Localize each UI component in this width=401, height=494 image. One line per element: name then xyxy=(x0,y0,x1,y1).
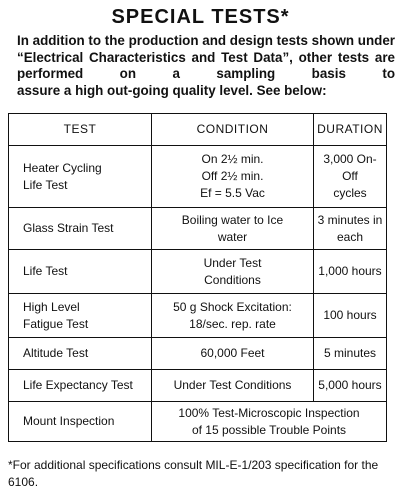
table-header-row xyxy=(9,114,387,146)
table-row xyxy=(9,370,387,402)
cell-test xyxy=(9,294,152,338)
cell-test xyxy=(9,250,152,294)
condition-line: 50 g Shock Excitation: xyxy=(173,299,292,314)
duration-line: 5,000 hours xyxy=(318,378,382,392)
condition-line: water xyxy=(217,229,248,244)
cell-condition xyxy=(152,338,314,370)
cell-condition xyxy=(152,402,387,442)
intro-paragraph: In addition to the production and design tests shown under “Electrical Characteristics and Test Data”, other tests are performed on a sampling basis to xyxy=(17,33,395,81)
table-row xyxy=(9,294,387,338)
duration-line: 3,000 On-Off xyxy=(323,152,377,183)
column-header-condition: CONDITION xyxy=(152,114,314,146)
condition-line: 60,000 Feet xyxy=(200,346,265,360)
condition-line: Boiling water to Ice xyxy=(181,212,284,227)
duration-line: 1,000 hours xyxy=(318,264,382,278)
test-line: Life Test xyxy=(23,264,68,278)
condition-line: Under Test Conditions xyxy=(173,378,292,392)
condition-line: 18/sec. rep. rate xyxy=(189,316,276,331)
cell-duration xyxy=(314,294,387,338)
cell-condition xyxy=(152,208,314,250)
test-line: Fatigue Test xyxy=(23,316,89,331)
test-line: Mount Inspection xyxy=(23,414,115,428)
condition-line: Conditions xyxy=(204,272,261,287)
test-line: High Level xyxy=(23,299,80,314)
cell-duration xyxy=(314,250,387,294)
condition-line: Under Test xyxy=(203,255,262,270)
cell-condition xyxy=(152,250,314,294)
cell-duration xyxy=(314,338,387,370)
cell-condition xyxy=(152,370,314,402)
condition-line: 100% Test-Microscopic Inspection xyxy=(178,405,360,420)
cell-condition xyxy=(152,146,314,208)
test-line: Glass Strain Test xyxy=(23,221,114,235)
column-header-test: TEST xyxy=(9,114,152,146)
cell-test xyxy=(9,208,152,250)
duration-line: 100 hours xyxy=(323,308,377,322)
condition-line: of 15 possible Trouble Points xyxy=(191,422,347,437)
cell-duration xyxy=(314,208,387,250)
table-row xyxy=(9,250,387,294)
cell-test xyxy=(9,338,152,370)
table-body xyxy=(9,146,387,442)
duration-line: 3 minutes in xyxy=(317,212,383,227)
table-row xyxy=(9,338,387,370)
cell-duration xyxy=(314,146,387,208)
test-line: Altitude Test xyxy=(23,346,89,360)
cell-condition xyxy=(152,294,314,338)
test-line: Life Test xyxy=(23,177,68,192)
table-row xyxy=(9,146,387,208)
cell-test xyxy=(9,146,152,208)
duration-line: 5 minutes xyxy=(323,346,377,360)
page-title: SPECIAL TESTS* xyxy=(111,6,290,28)
table-row xyxy=(9,208,387,250)
condition-line: Off 2½ min. xyxy=(201,169,264,183)
condition-line: On 2½ min. xyxy=(201,152,264,166)
footnote: *For additional specifications consult MIL-E-1/203 specification for the 6106. xyxy=(8,458,379,489)
column-header-duration: DURATION xyxy=(314,114,387,146)
test-line: Heater Cycling xyxy=(23,160,102,175)
cell-test xyxy=(9,370,152,402)
cell-duration xyxy=(314,370,387,402)
cell-test xyxy=(9,402,152,442)
special-tests-table xyxy=(8,113,387,442)
duration-line: each xyxy=(336,229,364,244)
intro-paragraph-last-line: assure a high out-going quality level. See below: xyxy=(17,83,327,98)
condition-line: Ef = 5.5 Vac xyxy=(200,186,265,200)
table-row xyxy=(9,402,387,442)
test-line: Life Expectancy Test xyxy=(23,378,133,392)
duration-line: cycles xyxy=(333,186,367,200)
